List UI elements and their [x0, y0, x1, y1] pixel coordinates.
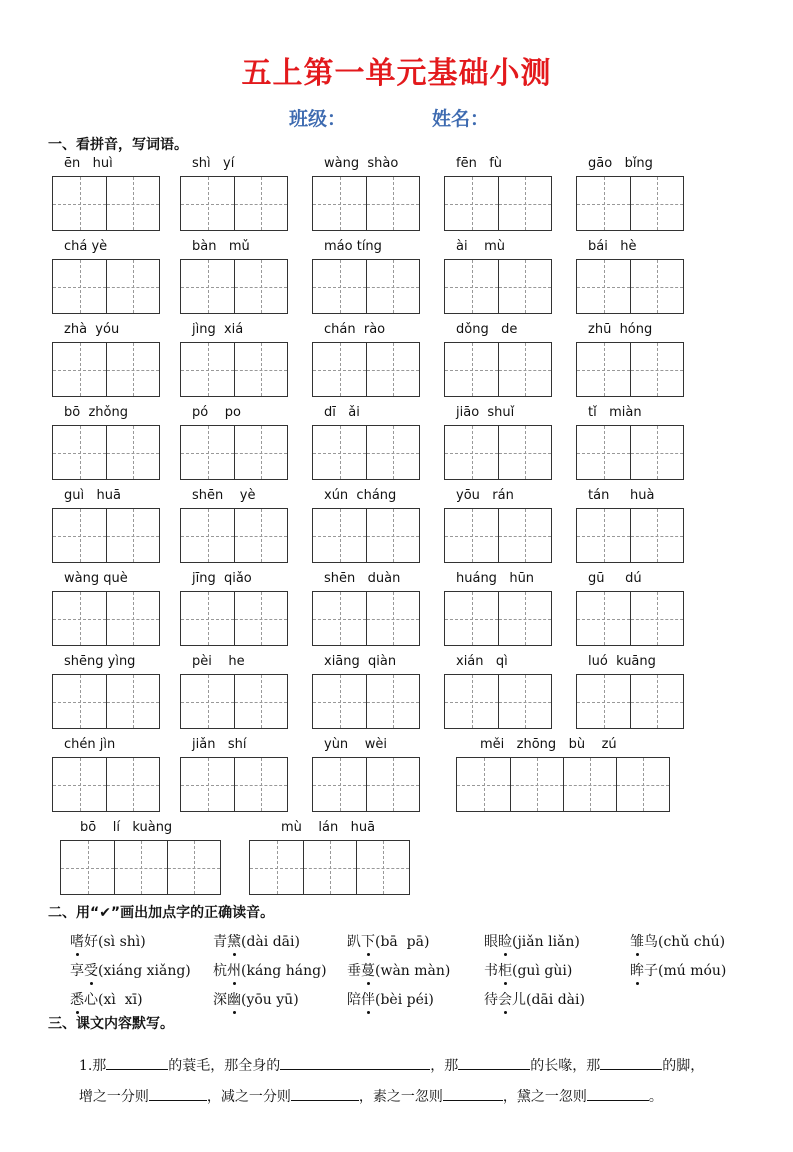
writing-box-group	[52, 757, 160, 812]
pinyin-label: máo tíng	[324, 239, 382, 254]
tianzige-cell[interactable]	[577, 675, 630, 728]
writing-box-group	[52, 508, 160, 563]
tianzige-cell[interactable]	[313, 592, 366, 645]
reading-choice-item[interactable]: 眼睑(jiǎn liǎn)	[484, 931, 580, 951]
tianzige-cell[interactable]	[61, 841, 114, 894]
tianzige-cell[interactable]	[181, 426, 234, 479]
writing-box-group	[180, 757, 288, 812]
pinyin-label: bái hè	[588, 239, 637, 254]
tianzige-cell[interactable]	[498, 343, 551, 396]
dotted-character: 柜	[498, 960, 512, 980]
reading-choice-item[interactable]: 眸子(mú móu)	[630, 960, 726, 980]
tianzige-cell[interactable]	[577, 509, 630, 562]
reading-choice-item[interactable]: 杭州(káng háng)	[213, 960, 327, 980]
writing-box-group	[444, 342, 552, 397]
dotted-character: 黛	[227, 931, 241, 951]
tianzige-cell[interactable]	[313, 426, 366, 479]
tianzige-cell[interactable]	[498, 675, 551, 728]
pinyin-label: yōu rán	[456, 488, 514, 503]
name-label: 姓名：	[432, 108, 490, 130]
pinyin-label: gū dú	[588, 571, 642, 586]
tianzige-cell[interactable]	[445, 426, 498, 479]
tianzige-cell[interactable]	[498, 592, 551, 645]
pinyin-label: dī ǎi	[324, 405, 360, 420]
tianzige-cell[interactable]	[498, 177, 551, 230]
pinyin-label: jiǎn shí	[192, 737, 247, 752]
pinyin-label: pèi he	[192, 654, 245, 669]
tianzige-cell[interactable]	[445, 592, 498, 645]
writing-box-group	[180, 591, 288, 646]
dotted-character: 下	[361, 931, 375, 951]
tianzige-cell[interactable]	[313, 758, 366, 811]
tianzige-cell[interactable]	[366, 592, 419, 645]
writing-box-group	[180, 176, 288, 231]
answer-blank[interactable]	[600, 1055, 662, 1070]
tianzige-cell[interactable]	[366, 260, 419, 313]
pinyin-label: tǐ miàn	[588, 405, 642, 420]
writing-box-group	[576, 591, 684, 646]
dotted-character: 伴	[361, 989, 375, 1009]
writing-box-group	[312, 342, 420, 397]
tianzige-cell[interactable]	[53, 758, 106, 811]
tianzige-cell[interactable]	[181, 758, 234, 811]
writing-box-group	[180, 342, 288, 397]
tianzige-cell[interactable]	[181, 592, 234, 645]
tianzige-cell[interactable]	[616, 758, 669, 811]
writing-box-group	[52, 342, 160, 397]
writing-box-group	[312, 259, 420, 314]
pinyin-label: pó po	[192, 405, 241, 420]
tianzige-cell[interactable]	[53, 343, 106, 396]
writing-box-group	[180, 259, 288, 314]
writing-box-group	[444, 674, 552, 729]
tianzige-cell[interactable]	[234, 343, 287, 396]
tianzige-cell[interactable]	[366, 675, 419, 728]
worksheet-title: 五上第一单元基础小测	[241, 56, 552, 91]
tianzige-cell[interactable]	[53, 260, 106, 313]
tianzige-cell[interactable]	[630, 675, 683, 728]
section-3-heading: 三、课文内容默写。	[48, 1016, 174, 1032]
tianzige-cell[interactable]	[313, 509, 366, 562]
dotted-character: 睑	[498, 931, 512, 951]
tianzige-cell[interactable]	[53, 426, 106, 479]
pinyin-label: mù lán huā	[281, 820, 376, 835]
class-label: 班级：	[289, 108, 347, 130]
pinyin-label: yùn wèi	[324, 737, 387, 752]
tianzige-cell[interactable]	[356, 841, 409, 894]
reading-choice-item[interactable]: 雏鸟(chǔ chú)	[630, 931, 725, 951]
reading-choice-item[interactable]: 趴下(bā pā)	[347, 931, 429, 951]
writing-box-group	[444, 176, 552, 231]
tianzige-cell[interactable]	[181, 343, 234, 396]
tianzige-cell[interactable]	[234, 675, 287, 728]
writing-box-group	[312, 176, 420, 231]
pinyin-label: guì huā	[64, 488, 121, 503]
tianzige-cell[interactable]	[53, 509, 106, 562]
pinyin-label: shēng yìng	[64, 654, 136, 669]
pinyin-label: tán huà	[588, 488, 655, 503]
writing-box-group	[60, 840, 221, 895]
writing-box-group	[444, 425, 552, 480]
reading-choice-item[interactable]: 享受(xiáng xiǎng)	[70, 960, 191, 980]
tianzige-cell[interactable]	[366, 426, 419, 479]
answer-blank[interactable]	[106, 1055, 168, 1070]
tianzige-cell[interactable]	[53, 592, 106, 645]
writing-box-group	[312, 674, 420, 729]
writing-box-group	[52, 674, 160, 729]
writing-box-group	[52, 591, 160, 646]
pinyin-label: chén jìn	[64, 737, 116, 752]
writing-box-group	[312, 508, 420, 563]
dotted-character: 受	[84, 960, 98, 980]
writing-box-group	[444, 508, 552, 563]
tianzige-cell[interactable]	[630, 509, 683, 562]
dictation-line-1: 1.那 的蓑毛，那全身的 ，那 的长喙，那 的脚，	[70, 1039, 704, 1075]
tianzige-cell[interactable]	[563, 758, 616, 811]
answer-blank[interactable]	[291, 1086, 359, 1101]
pinyin-label: jiāo shuǐ	[456, 405, 515, 420]
dictation-line-2: 增之一分则 ，减之一分则 ，素之一忽则 ，黛之一忽则 。	[70, 1070, 663, 1106]
pinyin-label: wàng què	[64, 571, 128, 586]
tianzige-cell[interactable]	[457, 758, 510, 811]
writing-box-group	[444, 259, 552, 314]
pinyin-label: jìng xiá	[192, 322, 244, 337]
reading-choice-item[interactable]: 书柜(guì gùi)	[484, 960, 572, 980]
pinyin-label: shì yí	[192, 156, 235, 171]
writing-box-group	[576, 674, 684, 729]
writing-box-group	[576, 259, 684, 314]
tianzige-cell[interactable]	[577, 343, 630, 396]
tianzige-cell[interactable]	[106, 343, 159, 396]
tianzige-cell[interactable]	[366, 177, 419, 230]
tianzige-cell[interactable]	[366, 343, 419, 396]
tianzige-cell[interactable]	[234, 592, 287, 645]
writing-box-group	[444, 591, 552, 646]
pinyin-label: huáng hūn	[456, 571, 535, 586]
tianzige-cell[interactable]	[630, 343, 683, 396]
tianzige-cell[interactable]	[167, 841, 220, 894]
writing-box-group	[576, 508, 684, 563]
tianzige-cell[interactable]	[53, 675, 106, 728]
tianzige-cell[interactable]	[181, 260, 234, 313]
writing-box-group	[576, 176, 684, 231]
pinyin-label: gāo bǐng	[588, 156, 653, 171]
reading-choice-item[interactable]: 垂蔓(wàn màn)	[347, 960, 450, 980]
tianzige-cell[interactable]	[498, 509, 551, 562]
writing-box-group	[52, 259, 160, 314]
tianzige-cell[interactable]	[106, 592, 159, 645]
writing-box-group	[312, 591, 420, 646]
tianzige-cell[interactable]	[577, 260, 630, 313]
pinyin-label: fēn fù	[456, 156, 503, 171]
reading-choice-item[interactable]: 陪伴(bèi péi)	[347, 989, 434, 1009]
writing-box-group	[180, 508, 288, 563]
dotted-character: 州	[227, 960, 241, 980]
tianzige-cell[interactable]	[498, 426, 551, 479]
dotted-character: 蔓	[361, 960, 375, 980]
reading-choice-item[interactable]: 悉心(xì xī)	[70, 989, 143, 1009]
tianzige-cell[interactable]	[313, 675, 366, 728]
dotted-character: 嗜	[70, 931, 84, 951]
tianzige-cell[interactable]	[234, 260, 287, 313]
writing-box-group	[180, 674, 288, 729]
writing-box-group	[456, 757, 670, 812]
tianzige-cell[interactable]	[106, 675, 159, 728]
writing-box-group	[312, 757, 420, 812]
reading-choice-item[interactable]: 青黛(dài dāi)	[213, 931, 300, 951]
tianzige-cell[interactable]	[630, 260, 683, 313]
tianzige-cell[interactable]	[181, 675, 234, 728]
dotted-character: 眸	[630, 960, 644, 980]
tianzige-cell[interactable]	[106, 426, 159, 479]
writing-box-group	[52, 425, 160, 480]
tianzige-cell[interactable]	[234, 509, 287, 562]
tianzige-cell[interactable]	[445, 343, 498, 396]
answer-blank[interactable]	[149, 1086, 207, 1101]
pinyin-label: bō lí kuàng	[80, 820, 173, 835]
writing-box-group	[180, 425, 288, 480]
tianzige-cell[interactable]	[53, 177, 106, 230]
section-2-heading: 二、用“✔”画出加点字的正确读音。	[48, 905, 275, 921]
dotted-character: 幽	[227, 989, 241, 1009]
tianzige-cell[interactable]	[366, 758, 419, 811]
tianzige-cell[interactable]	[498, 260, 551, 313]
tianzige-cell[interactable]	[114, 841, 167, 894]
tianzige-cell[interactable]	[234, 177, 287, 230]
pinyin-label: chá yè	[64, 239, 108, 254]
tianzige-cell[interactable]	[313, 343, 366, 396]
pinyin-label: bàn mǔ	[192, 239, 250, 254]
writing-box-group	[52, 176, 160, 231]
pinyin-label: chán rào	[324, 322, 386, 337]
tianzige-cell[interactable]	[181, 177, 234, 230]
tianzige-cell[interactable]	[630, 426, 683, 479]
tianzige-cell[interactable]	[313, 260, 366, 313]
pinyin-label: jīng qiǎo	[192, 571, 252, 586]
tianzige-cell[interactable]	[106, 260, 159, 313]
tianzige-cell[interactable]	[181, 509, 234, 562]
tianzige-cell[interactable]	[106, 177, 159, 230]
tianzige-cell[interactable]	[445, 177, 498, 230]
pinyin-label: xún cháng	[324, 488, 397, 503]
pinyin-label: ēn huì	[64, 156, 113, 171]
reading-choice-item[interactable]: 待会儿(dāi dài)	[484, 989, 585, 1009]
tianzige-cell[interactable]	[630, 592, 683, 645]
tianzige-cell[interactable]	[577, 592, 630, 645]
pinyin-label: měi zhōng bù zú	[480, 737, 617, 752]
writing-box-group	[312, 425, 420, 480]
dotted-character: 雏	[630, 931, 644, 951]
tianzige-cell[interactable]	[106, 758, 159, 811]
pinyin-label: zhū hóng	[588, 322, 653, 337]
pinyin-label: luó kuāng	[588, 654, 656, 669]
pinyin-label: wàng shào	[324, 156, 399, 171]
tianzige-cell[interactable]	[445, 509, 498, 562]
reading-choice-item[interactable]: 嗜好(sì shì)	[70, 931, 146, 951]
tianzige-cell[interactable]	[234, 426, 287, 479]
pinyin-label: ài mù	[456, 239, 506, 254]
answer-blank[interactable]	[280, 1055, 430, 1070]
tianzige-cell[interactable]	[445, 260, 498, 313]
answer-blank[interactable]	[443, 1086, 503, 1101]
reading-choice-item[interactable]: 深幽(yōu yū)	[213, 989, 299, 1009]
tianzige-cell[interactable]	[366, 509, 419, 562]
tianzige-cell[interactable]	[250, 841, 303, 894]
answer-blank[interactable]	[587, 1086, 649, 1101]
answer-blank[interactable]	[458, 1055, 530, 1070]
tianzige-cell[interactable]	[630, 177, 683, 230]
tianzige-cell[interactable]	[234, 758, 287, 811]
pinyin-label: zhà yóu	[64, 322, 120, 337]
tianzige-cell[interactable]	[445, 675, 498, 728]
dotted-character: 悉	[70, 989, 84, 1009]
tianzige-cell[interactable]	[577, 177, 630, 230]
tianzige-cell[interactable]	[313, 177, 366, 230]
section-1-heading: 一、看拼音，写词语。	[48, 137, 188, 153]
dotted-character: 会	[498, 989, 512, 1009]
pinyin-label: xiāng qiàn	[324, 654, 397, 669]
pinyin-label: bō zhǒng	[64, 405, 128, 420]
pinyin-label: shēn yè	[192, 488, 256, 503]
tianzige-cell[interactable]	[577, 426, 630, 479]
writing-box-group	[576, 425, 684, 480]
pinyin-label: shēn duàn	[324, 571, 401, 586]
writing-box-group	[576, 342, 684, 397]
tianzige-cell[interactable]	[510, 758, 563, 811]
writing-box-group	[249, 840, 410, 895]
tianzige-cell[interactable]	[106, 509, 159, 562]
pinyin-label: dǒng de	[456, 322, 518, 337]
pinyin-label: xián qì	[456, 654, 508, 669]
tianzige-cell[interactable]	[303, 841, 356, 894]
